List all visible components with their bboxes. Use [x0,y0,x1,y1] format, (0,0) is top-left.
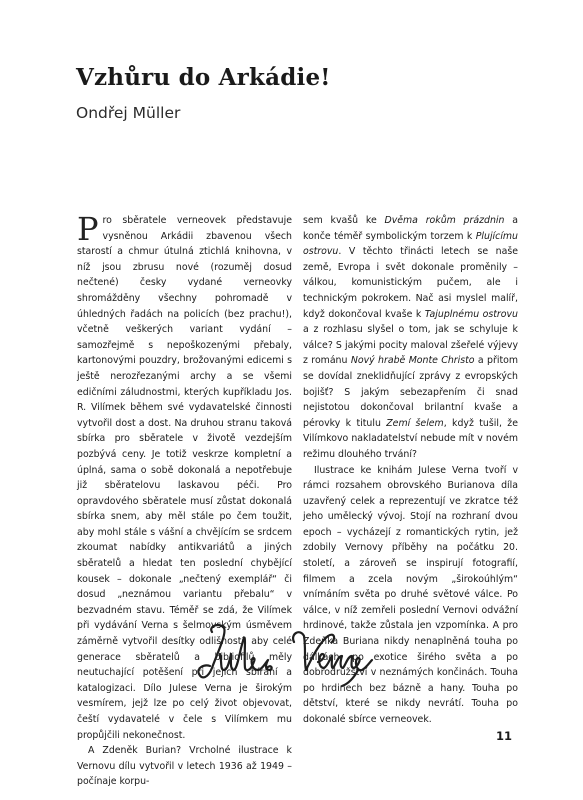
paragraph-text: ro sběratele verneovek představuje vysněnou Arkádii zbavenou všech starostí a chmur útulná ztichlá knihovna, v níž jsou zbrusu nové (rozuměj dosud nečtené) česky vydané verneovky shromážděny všechny pohromadě v úhledných řadách na policích (bez prachu!), včetně veškerých variant vydání – samozřejmě s nepoškozenými přebaly, kartonovými pouzdry, brožovanými edicemi s ještě nerozřezanými archy a se všemi edičními záludnostmi, kterých kupříkladu Jos. R. Vilímek během své vydavatelské činnosti vytvořil dost a dost. Na druhou stranu taková sbírka pro sběratele v životě vezdejším pozbývá ceny. Je totiž veskrze kompletní a úplná, sama o sobě dokonalá a nepotřebuje již sběratelovu laskavou péči. Pro opravdového sběratele musí zůstat dokonalá sbírka snem, aby měl stále po čem toužit, aby mohl stále s vášní a chvějícím se srdcem zkoumat nabídky antikvariátů a jiných sběratelů a hledat ten poslední chybějící kousek – dokonale „nečtený exemplář“ či dosud „neznámou variantu přebalu“ v bezvadném stavu. Téměř se zdá, že Vilímek při vydávání Verna s šelmovským úsměvem záměrně vytvořil desítky odlišností, aby celé generace sběratelů a bibliofilů měly neutuchající potěšení při jejich sbírání a katalogizaci. Dílo Julese Verna je širokým vesmírem, jejž lze po celý život objevovat, čeští vydavatelé v čele s Vilímkem mu propůjčili nekonečnost. [77,215,292,741]
book-title: Tajuplnému ostrovu [424,308,518,320]
paragraph [303,213,518,463]
text-run: a konče téměř symbolickým torzem k [303,215,518,242]
paragraph: Ilustrace ke knihám Julese Verna tvoří v rámci rozsahem obrovského Burianova díla uzavřený celek a reprezentují ve zkratce též jeho umělecký vývoj. Stojí na rozhraní dvou epoch – vycházejí z romantických rytin, jež zdobily Vernovy příběhy na počátku 20. století, a zároveň se inspirují fotografií, filmem a zcela novým „širokoúhlým“ vnímáním světa po druhé světové válce. Po válce, v níž zemřeli poslední Vernovi odvážní hrdinové, takže zůstala jen vzpomínka. A pro Zdeňka Buriana nikdy nenaplněná touha po dálkách, po exotice širého světa a po dobrodružství v neznámých končinách. Touha po hrdinech bez bázně a hany. Touha po dětství, které se nikdy nevrátí. Touha po dokonalé sbírce verneovek. [303,464,518,725]
article-title: Vzhůru do Arkádie! [76,64,331,91]
article-author: Ondřej Müller [76,104,181,122]
book-title: Zemí šelem [386,417,444,429]
book-title: Nový hrabě Monte Christo [350,355,475,367]
paragraph: A Zdeněk Burian? Vrcholné ilustrace k Vernovu dílu vytvořil v letech 1936 až 1949 – počínaje korpu- [77,745,292,788]
text-run: , když tušil, že Vilímkovo nakladatelství nebude mít v novém režimu dlouhého trvání? [303,417,518,460]
book-title: Plujícímu ostrovu [303,230,518,258]
text-column-left [77,210,292,790]
drop-cap: P [77,210,99,248]
page-number: 11 [496,729,513,743]
text-run: a z rozhlasu slyšel o tom, jak se schyluje k válce? S jakými pocity maloval zšeřelé výjevy z románu [303,324,518,367]
book-title: Dvěma rokům prázdnin [384,215,505,226]
jules-verne-signature [190,618,380,692]
signature-strokes [198,625,372,686]
text-run: sem kvašů ke [303,215,385,226]
text-run: . V těchto třinácti letech se naše země, Evropa i svět dokonale proměnily – válkou, komunistickým pučem, ale i technickým pokrokem. Nač asi myslel malíř, když dokončoval kvaše k [303,246,518,320]
text-run: a přitom se dovídal zneklidňující zprávy z evropských bojišť? S jakým sebezapřením či snad nejistotou dokončoval brilantní kvaše a pérovky k titulu [303,355,518,429]
